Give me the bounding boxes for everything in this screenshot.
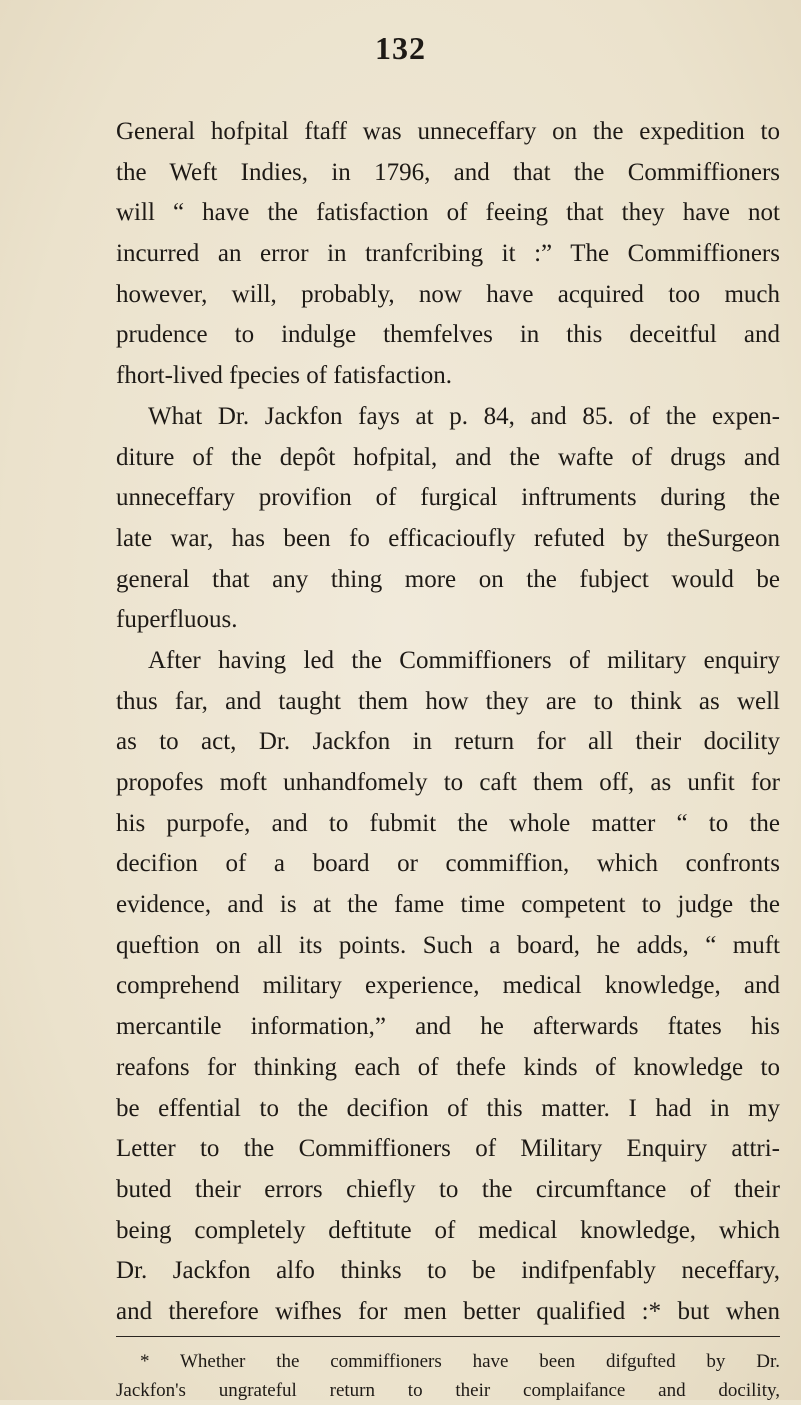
text-line: reafons for thinking each of thefe kinds of knowledge to: [116, 1053, 780, 1081]
text-line: evidence, and is at the fame time competent to judge the: [116, 891, 780, 919]
text-line: General hofpital ftaff was unneceffary on the expedition to: [116, 118, 780, 145]
text-line: unneceffary provifion of furgical inftruments during the: [116, 484, 780, 512]
text-line: Letter to the Commiffioners of Military Enquiry attri-: [116, 1135, 780, 1163]
text-line: fuperfluous.: [116, 606, 238, 634]
text-line: decifion of a board or commiffion, which confronts: [116, 850, 780, 878]
text-line: comprehend military experience, medical knowledge, and: [116, 972, 780, 1000]
text-line: fhort-lived fpecies of fatisfaction.: [116, 362, 452, 390]
text-line: and therefore wifhes for men better qualified :* but when: [116, 1297, 780, 1325]
text-line: mercantile information,” and he afterwards ftates his: [116, 1013, 780, 1041]
footnote: [116, 1347, 780, 1405]
text-line: being completely deftitute of medical knowledge, which: [116, 1216, 780, 1244]
footnote-line: * Whether the commiffioners have been difgufted by Dr.: [140, 1351, 780, 1372]
text-line: incurred an error in tranfcribing it :” The Commiffioners: [116, 240, 780, 268]
text-line: prudence to indulge themfelves in this deceitful and: [116, 321, 780, 349]
footnote-line: Jackfon's ungrateful return to their complaifance and docility,: [116, 1380, 780, 1401]
text-line: general that any thing more on the fubject would be: [116, 565, 780, 593]
text-line: will “ have the fatisfaction of feeing that they have not: [116, 199, 780, 227]
page-number: 132: [375, 30, 426, 66]
text-line: queftion on all its points. Such a board, he adds, “ muft: [116, 931, 780, 959]
text-line: late war, has been fo efficacioufly refuted by theSurgeon: [116, 524, 780, 552]
text-line: propofes moft unhandfomely to caft them off, as unfit for: [116, 769, 780, 796]
text-line: diture of the depôt hofpital, and the wafte of drugs and: [116, 443, 780, 471]
text-line: be effential to the decifion of this matter. I had in my: [116, 1094, 780, 1122]
text-line: After having led the Commiffioners of military enquiry: [148, 646, 780, 674]
text-line: however, will, probably, now have acquired too much: [116, 280, 780, 308]
text-line: What Dr. Jackfon fays at p. 84, and 85. of the expen-: [148, 402, 780, 430]
text-line: his purpofe, and to fubmit the whole matter “ to the: [116, 809, 780, 837]
text-line: the Weft Indies, in 1796, and that the Commiffioners: [116, 158, 780, 186]
text-line: buted their errors chiefly to the circumftance of their: [116, 1175, 780, 1203]
text-line: as to act, Dr. Jackfon in return for all their docility: [116, 728, 780, 756]
body-text: [116, 112, 780, 1333]
footnote-divider: [116, 1336, 780, 1337]
text-line: thus far, and taught them how they are to think as well: [116, 687, 780, 715]
text-line: Dr. Jackfon alfo thinks to be indifpenfably neceffary,: [116, 1257, 780, 1285]
